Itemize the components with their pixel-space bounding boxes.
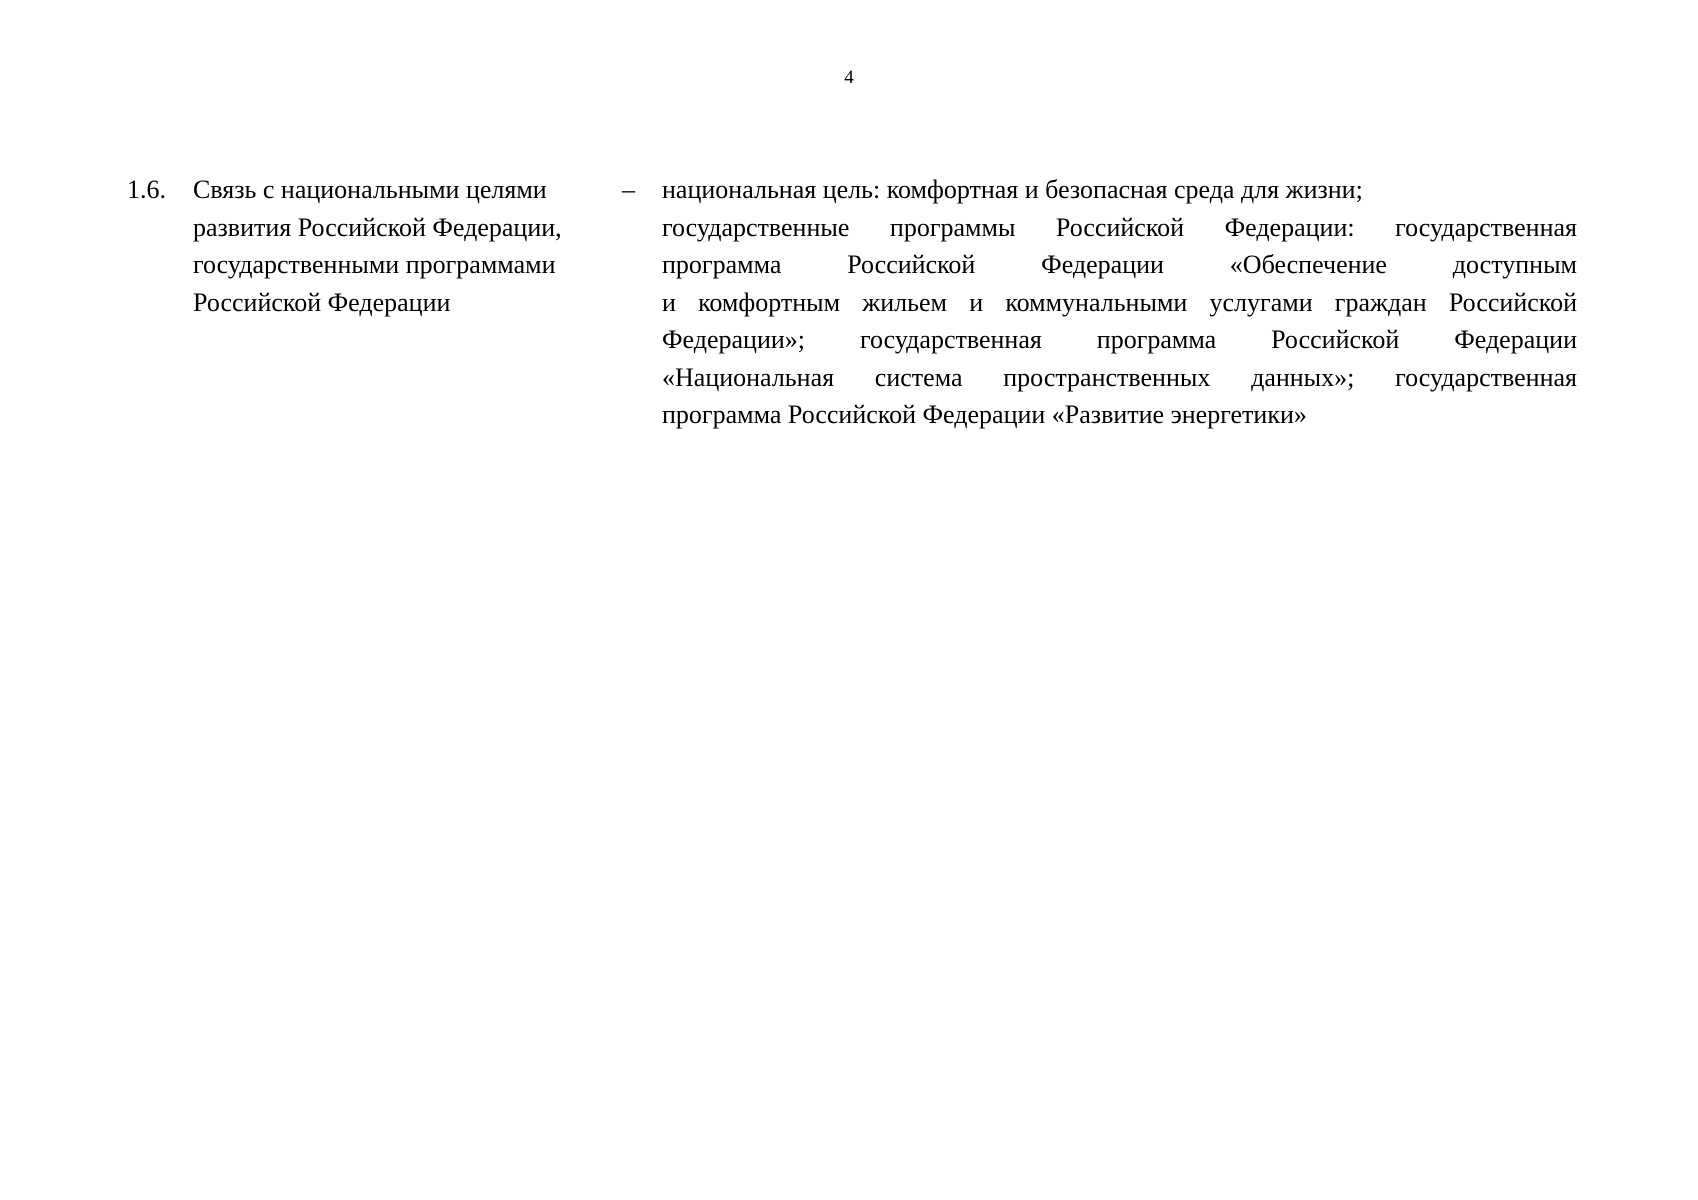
item-number: 1.6. [127,175,166,204]
content-line: «Национальная система пространственных данных»; государственная [662,362,1577,392]
item-dash: – [622,175,635,204]
content-line: государственные программы Российской Федерации: государственная [662,212,1577,242]
item-title: Связь с национальными целями развития Российской Федерации, государственными программами Российской Федерации [193,175,562,317]
content-line: национальная цель: комфортная и безопасная среда для жизни; [662,175,1363,204]
content-line: программа Российской Федерации «Развитие энергетики» [662,400,1307,429]
content-line: и комфортным жильем и коммунальными услугами граждан Российской [662,287,1577,317]
content-line: Федерации»; государственная программа Российской Федерации [662,325,1577,354]
item-content [662,171,1577,434]
content-line: программа Российской Федерации «Обеспечение доступным [662,250,1577,279]
page-number: 4 [844,67,854,88]
